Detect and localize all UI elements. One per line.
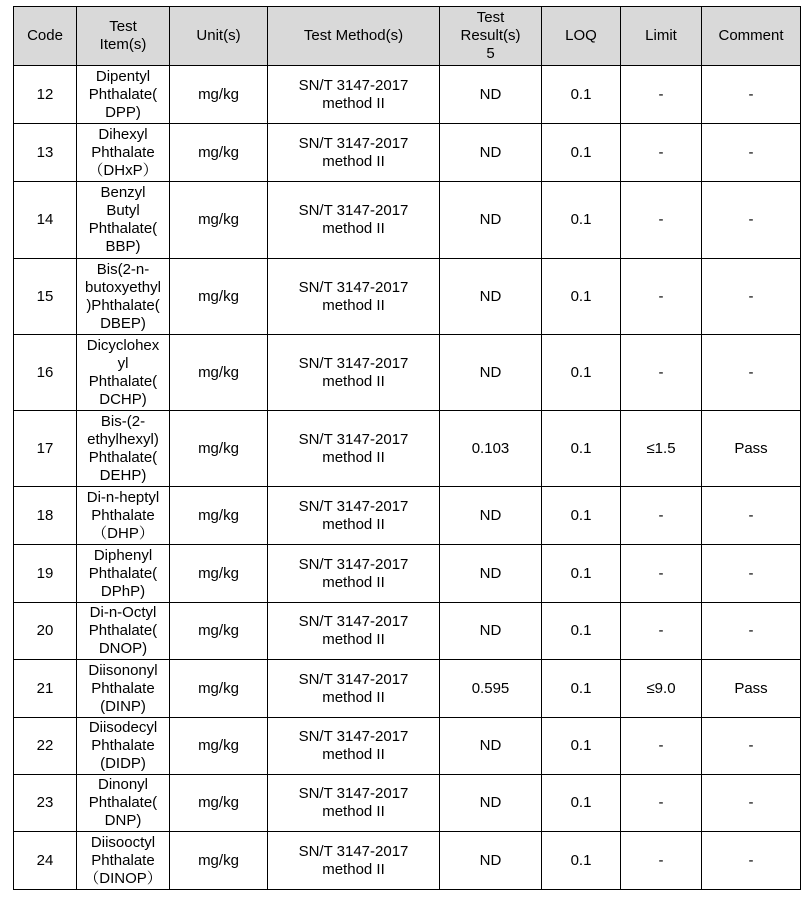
cell-comment: - bbox=[702, 603, 801, 660]
cell-loq: 0.1 bbox=[542, 775, 621, 832]
cell-test-method: SN/T 3147-2017 method II bbox=[268, 775, 440, 832]
cell-loq: 0.1 bbox=[542, 335, 621, 411]
cell-limit: - bbox=[621, 182, 702, 259]
cell-comment: - bbox=[702, 182, 801, 259]
cell-loq: 0.1 bbox=[542, 603, 621, 660]
cell-code: 24 bbox=[14, 832, 77, 890]
cell-limit: - bbox=[621, 487, 702, 545]
cell-test-method: SN/T 3147-2017 method II bbox=[268, 718, 440, 775]
header-unit: Unit(s) bbox=[170, 7, 268, 66]
cell-unit: mg/kg bbox=[170, 335, 268, 411]
cell-comment: - bbox=[702, 66, 801, 124]
cell-unit: mg/kg bbox=[170, 259, 268, 335]
cell-loq: 0.1 bbox=[542, 66, 621, 124]
cell-loq: 0.1 bbox=[542, 660, 621, 718]
cell-limit: - bbox=[621, 124, 702, 182]
cell-unit: mg/kg bbox=[170, 411, 268, 487]
cell-test-result: ND bbox=[440, 335, 542, 411]
cell-code: 14 bbox=[14, 182, 77, 259]
cell-test-method: SN/T 3147-2017 method II bbox=[268, 660, 440, 718]
cell-unit: mg/kg bbox=[170, 182, 268, 259]
cell-unit: mg/kg bbox=[170, 66, 268, 124]
cell-test-item: Dipentyl Phthalate( DPP) bbox=[77, 66, 170, 124]
cell-loq: 0.1 bbox=[542, 545, 621, 603]
cell-unit: mg/kg bbox=[170, 832, 268, 890]
cell-code: 18 bbox=[14, 487, 77, 545]
cell-test-item: Diisodecyl Phthalate (DIDP) bbox=[77, 718, 170, 775]
cell-comment: Pass bbox=[702, 411, 801, 487]
cell-comment: - bbox=[702, 124, 801, 182]
header-code: Code bbox=[14, 7, 77, 66]
cell-limit: - bbox=[621, 335, 702, 411]
cell-test-method: SN/T 3147-2017 method II bbox=[268, 545, 440, 603]
cell-test-item: Dicyclohex yl Phthalate( DCHP) bbox=[77, 335, 170, 411]
cell-limit: - bbox=[621, 259, 702, 335]
header-comment: Comment bbox=[702, 7, 801, 66]
table-row bbox=[14, 182, 801, 259]
cell-test-result: ND bbox=[440, 603, 542, 660]
cell-test-item: Di-n-Octyl Phthalate( DNOP) bbox=[77, 603, 170, 660]
cell-comment: Pass bbox=[702, 660, 801, 718]
cell-limit: ≤9.0 bbox=[621, 660, 702, 718]
cell-test-result: 0.103 bbox=[440, 411, 542, 487]
cell-test-method: SN/T 3147-2017 method II bbox=[268, 182, 440, 259]
header-test-method: Test Method(s) bbox=[268, 7, 440, 66]
cell-unit: mg/kg bbox=[170, 775, 268, 832]
cell-test-item: Bis-(2- ethylhexyl) Phthalate( DEHP) bbox=[77, 411, 170, 487]
cell-loq: 0.1 bbox=[542, 259, 621, 335]
cell-unit: mg/kg bbox=[170, 545, 268, 603]
table-row bbox=[14, 259, 801, 335]
cell-test-method: SN/T 3147-2017 method II bbox=[268, 411, 440, 487]
cell-unit: mg/kg bbox=[170, 660, 268, 718]
cell-test-result: ND bbox=[440, 545, 542, 603]
cell-test-item: Diphenyl Phthalate( DPhP) bbox=[77, 545, 170, 603]
header-loq: LOQ bbox=[542, 7, 621, 66]
cell-test-result: ND bbox=[440, 832, 542, 890]
table-row bbox=[14, 335, 801, 411]
cell-test-item: Diisooctyl Phthalate （DINOP） bbox=[77, 832, 170, 890]
cell-comment: - bbox=[702, 487, 801, 545]
table-row bbox=[14, 545, 801, 603]
cell-test-item: Bis(2-n- butoxyethyl )Phthalate( DBEP) bbox=[77, 259, 170, 335]
cell-limit: - bbox=[621, 832, 702, 890]
cell-code: 20 bbox=[14, 603, 77, 660]
cell-code: 15 bbox=[14, 259, 77, 335]
table-row bbox=[14, 775, 801, 832]
table-row bbox=[14, 832, 801, 890]
header-test-result: Test Result(s) 5 bbox=[440, 7, 542, 66]
cell-test-method: SN/T 3147-2017 method II bbox=[268, 832, 440, 890]
cell-limit: - bbox=[621, 775, 702, 832]
cell-limit: - bbox=[621, 603, 702, 660]
cell-test-method: SN/T 3147-2017 method II bbox=[268, 603, 440, 660]
cell-test-item: Diisononyl Phthalate (DINP) bbox=[77, 660, 170, 718]
cell-unit: mg/kg bbox=[170, 124, 268, 182]
cell-test-result: ND bbox=[440, 66, 542, 124]
table-row bbox=[14, 124, 801, 182]
table-row bbox=[14, 718, 801, 775]
cell-test-result: ND bbox=[440, 775, 542, 832]
cell-test-item: Dihexyl Phthalate （DHxP） bbox=[77, 124, 170, 182]
cell-comment: - bbox=[702, 718, 801, 775]
cell-limit: ≤1.5 bbox=[621, 411, 702, 487]
cell-code: 23 bbox=[14, 775, 77, 832]
cell-limit: - bbox=[621, 66, 702, 124]
cell-test-result: 0.595 bbox=[440, 660, 542, 718]
cell-comment: - bbox=[702, 335, 801, 411]
cell-comment: - bbox=[702, 832, 801, 890]
cell-test-item: Benzyl Butyl Phthalate( BBP) bbox=[77, 182, 170, 259]
table-body bbox=[14, 66, 801, 890]
cell-loq: 0.1 bbox=[542, 718, 621, 775]
cell-code: 19 bbox=[14, 545, 77, 603]
table-row bbox=[14, 603, 801, 660]
cell-test-item: Dinonyl Phthalate( DNP) bbox=[77, 775, 170, 832]
cell-unit: mg/kg bbox=[170, 718, 268, 775]
cell-loq: 0.1 bbox=[542, 182, 621, 259]
table-row bbox=[14, 487, 801, 545]
cell-code: 22 bbox=[14, 718, 77, 775]
table-row bbox=[14, 660, 801, 718]
cell-comment: - bbox=[702, 545, 801, 603]
cell-loq: 0.1 bbox=[542, 832, 621, 890]
cell-limit: - bbox=[621, 545, 702, 603]
cell-test-method: SN/T 3147-2017 method II bbox=[268, 259, 440, 335]
cell-test-result: ND bbox=[440, 259, 542, 335]
cell-limit: - bbox=[621, 718, 702, 775]
cell-test-result: ND bbox=[440, 182, 542, 259]
cell-unit: mg/kg bbox=[170, 487, 268, 545]
table-row bbox=[14, 411, 801, 487]
header-row bbox=[14, 7, 801, 66]
header-test-item: Test Item(s) bbox=[77, 7, 170, 66]
cell-comment: - bbox=[702, 259, 801, 335]
cell-loq: 0.1 bbox=[542, 124, 621, 182]
cell-test-method: SN/T 3147-2017 method II bbox=[268, 124, 440, 182]
cell-test-method: SN/T 3147-2017 method II bbox=[268, 335, 440, 411]
cell-test-result: ND bbox=[440, 487, 542, 545]
cell-loq: 0.1 bbox=[542, 411, 621, 487]
cell-code: 21 bbox=[14, 660, 77, 718]
cell-test-method: SN/T 3147-2017 method II bbox=[268, 66, 440, 124]
cell-comment: - bbox=[702, 775, 801, 832]
cell-test-item: Di-n-heptyl Phthalate （DHP） bbox=[77, 487, 170, 545]
cell-unit: mg/kg bbox=[170, 603, 268, 660]
cell-loq: 0.1 bbox=[542, 487, 621, 545]
cell-code: 16 bbox=[14, 335, 77, 411]
cell-code: 12 bbox=[14, 66, 77, 124]
table-row bbox=[14, 66, 801, 124]
test-results-table bbox=[13, 6, 801, 890]
cell-test-method: SN/T 3147-2017 method II bbox=[268, 487, 440, 545]
cell-code: 17 bbox=[14, 411, 77, 487]
cell-code: 13 bbox=[14, 124, 77, 182]
header-limit: Limit bbox=[621, 7, 702, 66]
cell-test-result: ND bbox=[440, 124, 542, 182]
cell-test-result: ND bbox=[440, 718, 542, 775]
